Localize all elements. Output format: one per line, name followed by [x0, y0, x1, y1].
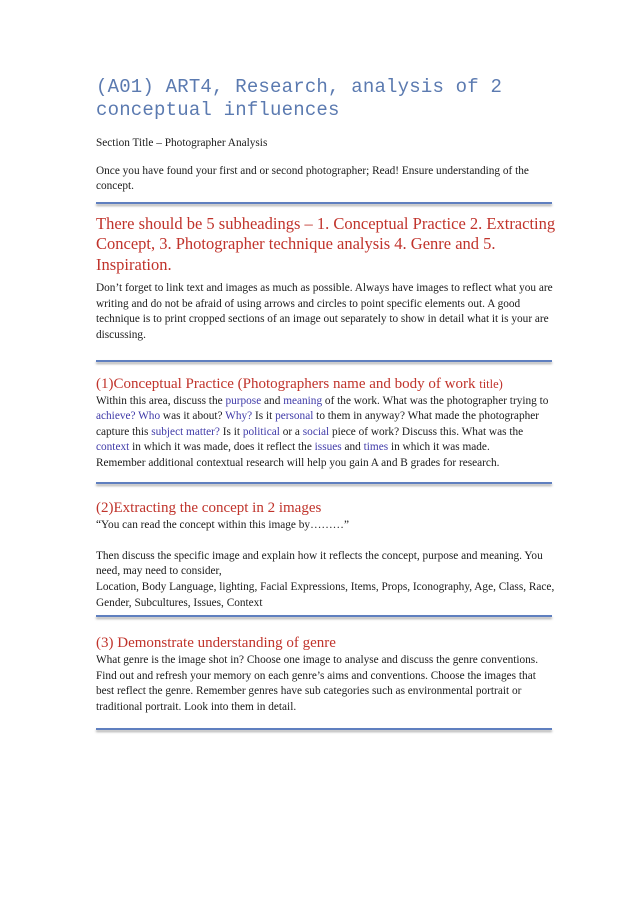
linking-paragraph: Don’t forget to link text and images as much as possible. Always have images to reflect what you are writing and do not be afraid of using arrows and circles to point specific elements out. A good technique is to print cropped sections of an image out separately to show in detail what it is your are discussing.: [96, 282, 553, 342]
s1-text: of the work. What was the photographer trying to: [322, 394, 549, 407]
keyword-issues: issues: [314, 441, 342, 454]
keyword-who: Who: [138, 410, 161, 423]
subheadings-note: There should be 5 subheadings – 1. Conceptual Practice 2. Extracting Concept, 3. Photographer technique analysis 4. Genre and 5. Inspiration.: [96, 213, 556, 274]
keyword-meaning: meaning: [283, 394, 323, 407]
s1-text: Is it: [252, 410, 276, 423]
intro-paragraph: Once you have found your first and or second photographer; Read! Ensure understanding of the concept.: [96, 164, 529, 193]
s1-text: to them in anyway? What made the photographer capture this: [96, 410, 540, 438]
keyword-context: context: [96, 441, 130, 454]
section-divider: [96, 615, 552, 617]
document-body: [96, 76, 556, 740]
section-1-heading-end: title): [479, 376, 503, 391]
keyword-social: social: [302, 425, 330, 438]
section-title: Section Title – Photographer Analysis: [96, 137, 268, 149]
section-3-body: What genre is the image shot in? Choose one image to analyse and discuss the genre conventions. Find out and refresh your memory on each genre’s aims and conventions. Choose the images that best reflect the genre. Remember genres have sub categories such as environmental portrait or traditional portrait. Look into them in detail.: [96, 654, 539, 713]
blank-line: [96, 533, 556, 549]
section-1-heading: [96, 374, 556, 394]
document-title: (A01) ART4, Research, analysis of 2 conceptual influences: [96, 76, 503, 121]
section-divider: [96, 202, 552, 204]
section-3-heading: (3) Demonstrate understanding of genre: [96, 635, 336, 652]
section-2-body: Then discuss the specific image and explain how it reflects the concept, purpose and meaning. You need, may need to consider,: [96, 549, 543, 578]
section-divider: [96, 482, 552, 484]
section-1-reminder: Remember additional contextual research will help you gain A and B grades for research.: [96, 457, 500, 470]
s1-text: in which it was made.: [388, 441, 490, 454]
section-2-list: Location, Body Language, lighting, Facial Expressions, Items, Props, Iconography, Age, Class, Race, Gender, Subcultures, Issues, Context: [96, 581, 555, 609]
keyword-purpose: purpose: [225, 394, 262, 407]
s1-text: Is it: [219, 425, 243, 438]
keyword-times: times: [363, 441, 389, 454]
keyword-political: political: [242, 425, 280, 438]
section-divider: [96, 728, 552, 730]
section-1-body: [96, 394, 556, 456]
s1-text: was it about?: [160, 410, 226, 423]
section-2-quote: “You can read the concept within this image by………”: [96, 518, 349, 531]
keyword-achieve: achieve?: [96, 410, 136, 423]
keyword-personal: personal: [275, 410, 314, 423]
s1-text: and: [261, 394, 284, 407]
section-1-heading-text: (1)Conceptual Practice (Photographers name and body of work: [96, 375, 476, 392]
keyword-why: Why?: [225, 410, 253, 423]
s1-text: or a: [279, 425, 303, 438]
keyword-subject-matter: subject matter?: [151, 425, 220, 438]
s1-text: piece of work? Discuss this. What was the: [329, 425, 524, 438]
section-2-heading: (2)Extracting the concept in 2 images: [96, 499, 322, 516]
section-divider: [96, 360, 552, 362]
s1-text: Within this area, discuss the: [96, 394, 226, 407]
s1-text: in which it was made, does it reflect the: [129, 441, 315, 454]
s1-text: and: [341, 441, 364, 454]
